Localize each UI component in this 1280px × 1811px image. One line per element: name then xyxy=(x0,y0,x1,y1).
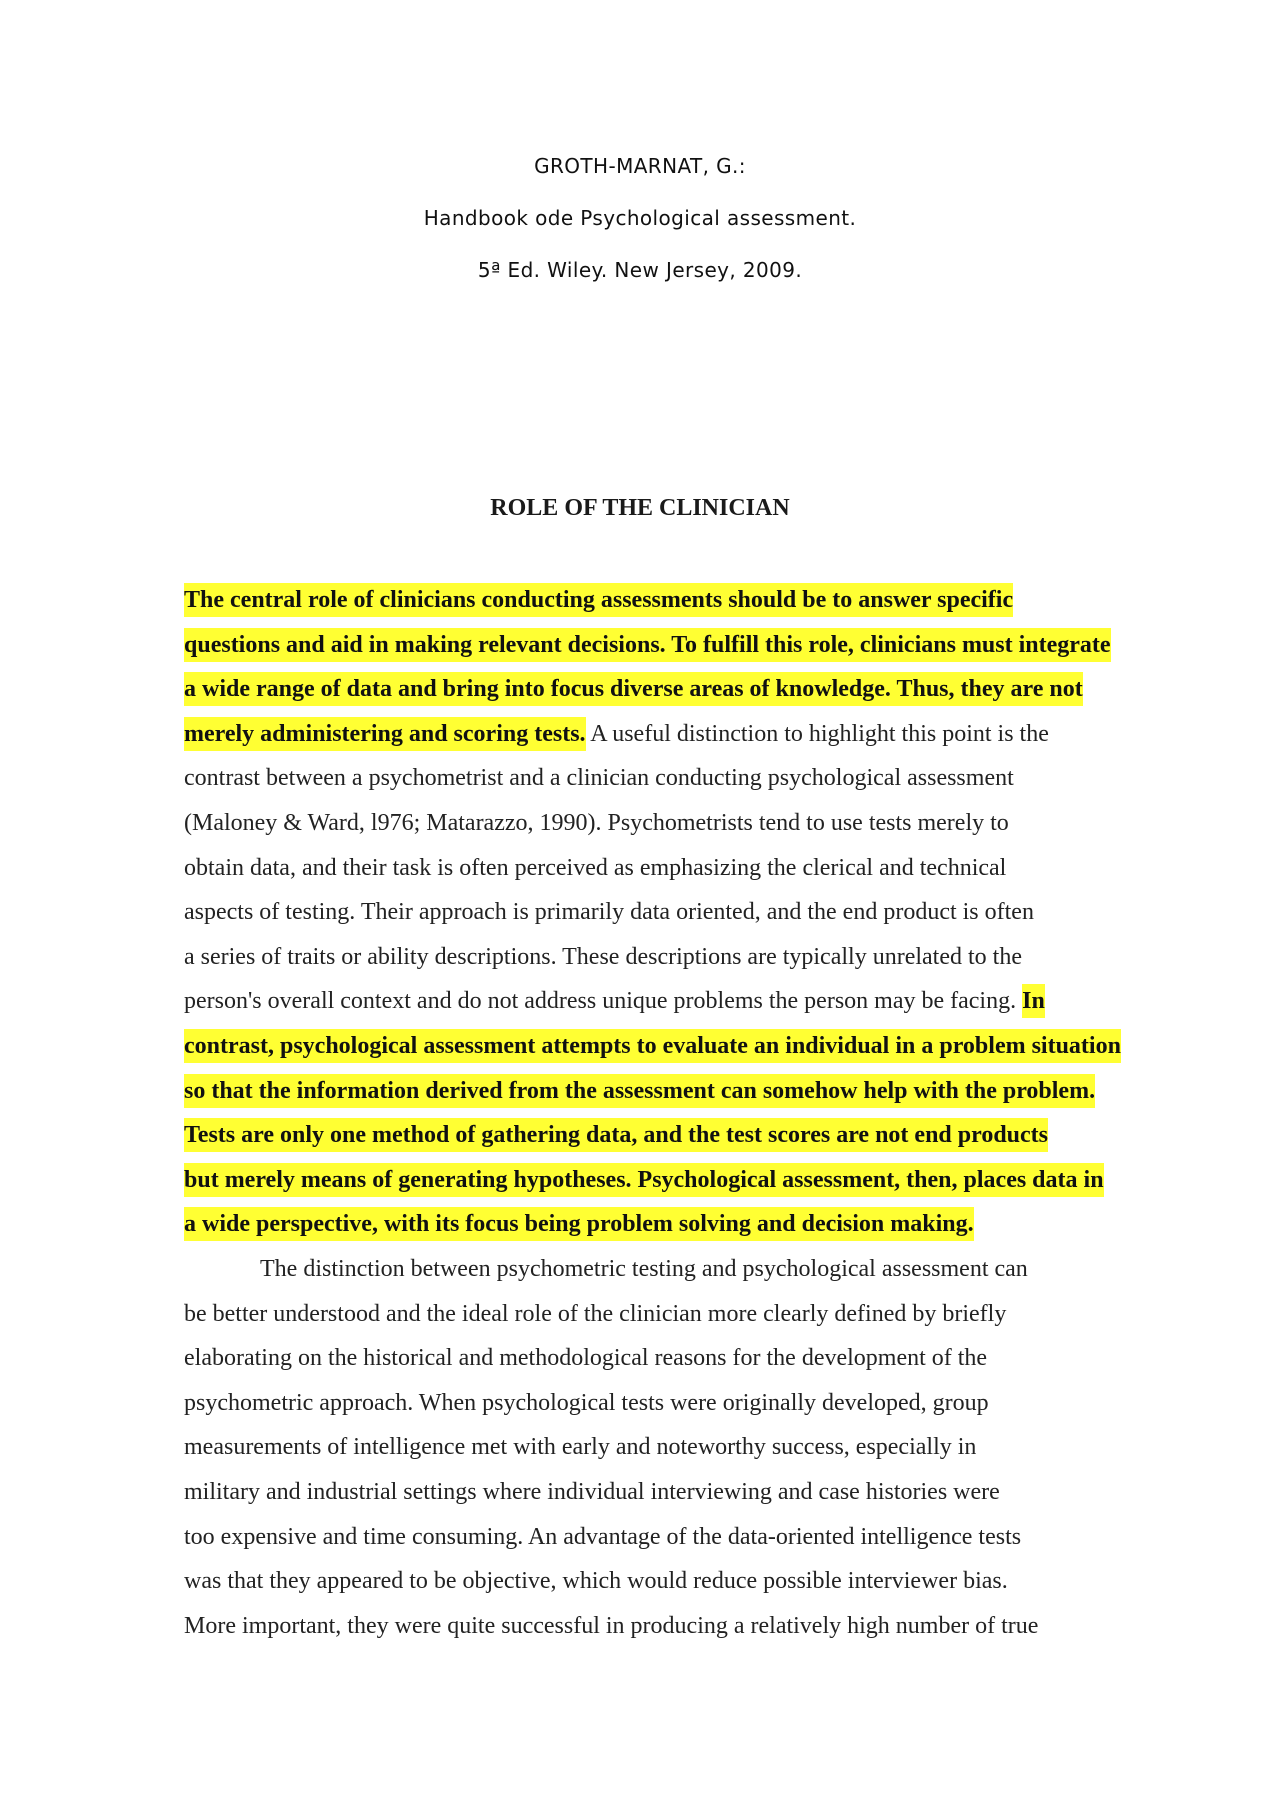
body-line xyxy=(184,890,1034,934)
highlighted-text: In xyxy=(1022,984,1045,1018)
highlighted-text: merely administering and scoring tests. xyxy=(184,717,586,751)
section-heading: ROLE OF THE CLINICIAN xyxy=(490,495,790,521)
body-line xyxy=(184,1336,987,1380)
body-line xyxy=(184,846,1006,890)
body-line xyxy=(184,1381,989,1425)
plain-text: (Maloney & Ward, l976; Matarazzo, 1990). Psychometrists tend to use tests merely to xyxy=(184,810,1009,836)
plain-text: measurements of intelligence met with early and noteworthy success, especially in xyxy=(184,1434,977,1460)
highlighted-text: a wide perspective, with its focus being problem solving and decision making. xyxy=(184,1207,974,1241)
body-line xyxy=(184,1292,1006,1336)
body-line xyxy=(184,935,1022,979)
body-line xyxy=(184,667,1083,711)
body-line xyxy=(184,1158,1104,1202)
body-line xyxy=(184,1113,1048,1157)
plain-text: contrast between a psychometrist and a clinician conducting psychological assessment xyxy=(184,765,1014,791)
plain-text: More important, they were quite successful in producing a relatively high number of true xyxy=(184,1613,1039,1639)
body-line xyxy=(184,578,1013,622)
body-line xyxy=(184,1024,1121,1068)
plain-text: be better understood and the ideal role of the clinician more clearly defined by briefly xyxy=(184,1301,1007,1327)
body-line xyxy=(184,1425,976,1469)
highlighted-text: Tests are only one method of gathering data, and the test scores are not end products xyxy=(184,1118,1048,1152)
highlighted-text: so that the information derived from the assessment can somehow help with the problem. xyxy=(184,1074,1095,1108)
reference-title: Handbook ode Psychological assessment. xyxy=(423,206,857,230)
body-line xyxy=(184,1559,1008,1603)
plain-text: aspects of testing. Their approach is primarily data oriented, and the end product is often xyxy=(184,899,1034,925)
highlighted-text: contrast, psychological assessment attempts to evaluate an individual in a problem situation xyxy=(184,1029,1121,1063)
highlighted-text: but merely means of generating hypotheses. Psychological assessment, then, places data in xyxy=(184,1163,1104,1197)
body-line xyxy=(184,1470,1000,1514)
plain-text: elaborating on the historical and methodological reasons for the development of the xyxy=(184,1345,988,1371)
plain-text: person's overall context and do not address unique problems the person may be facing. xyxy=(184,988,1023,1014)
body-line xyxy=(184,756,1014,800)
body-line xyxy=(184,979,1045,1023)
body-line xyxy=(184,1069,1095,1113)
plain-text: obtain data, and their task is often perceived as emphasizing the clerical and technical xyxy=(184,855,1007,881)
plain-text: military and industrial settings where individual interviewing and case histories were xyxy=(184,1479,1000,1505)
body-line xyxy=(184,712,1049,756)
highlighted-text: The central role of clinicians conducting assessments should be to answer specific xyxy=(184,583,1013,617)
body-line xyxy=(184,1202,974,1246)
body-line xyxy=(184,1604,1038,1648)
body-line xyxy=(184,623,1111,667)
plain-text: psychometric approach. When psychological tests were originally developed, group xyxy=(184,1390,989,1416)
highlighted-text: a wide range of data and bring into focus diverse areas of knowledge. Thus, they are not xyxy=(184,672,1083,706)
body-line xyxy=(184,801,1009,845)
plain-text: A useful distinction to highlight this point is the xyxy=(585,721,1049,747)
reference-edition: 5ª Ed. Wiley. New Jersey, 2009. xyxy=(477,258,803,282)
plain-text: The distinction between psychometric testing and psychological assessment can xyxy=(260,1256,1028,1282)
highlighted-text: questions and aid in making relevant decisions. To fulfill this role, clinicians must integrate xyxy=(184,628,1111,662)
body-line xyxy=(260,1247,1028,1291)
plain-text: too expensive and time consuming. An advantage of the data-oriented intelligence tests xyxy=(184,1524,1022,1550)
plain-text: was that they appeared to be objective, which would reduce possible interviewer bias. xyxy=(184,1568,1008,1594)
body-line xyxy=(184,1515,1021,1559)
reference-author: GROTH-MARNAT, G.: xyxy=(534,154,746,178)
plain-text: a series of traits or ability descriptions. These descriptions are typically unrelated to the xyxy=(184,944,1022,970)
